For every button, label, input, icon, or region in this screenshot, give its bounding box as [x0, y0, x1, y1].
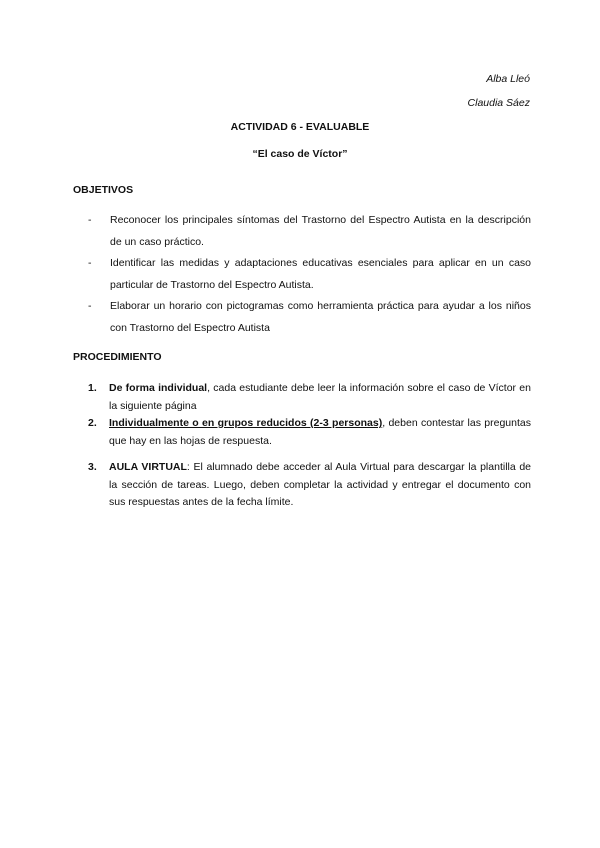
step-number: 2.: [88, 417, 97, 429]
document-title: ACTIVIDAD 6 - EVALUABLE: [230, 121, 370, 133]
document-subtitle: “El caso de Víctor”: [252, 148, 348, 160]
list-item: [88, 415, 531, 450]
bullet-dash: -: [88, 300, 92, 312]
step-bold-text: De forma individual: [109, 382, 208, 394]
list-item: [88, 296, 531, 339]
author-name: Alba Lleó: [486, 73, 530, 85]
step-bold-text: Individualmente o en grupos reducidos (2-3 personas): [109, 417, 383, 429]
bullet-dash: -: [88, 214, 92, 226]
bullet-dash: -: [88, 257, 92, 269]
objective-text: Reconocer los principales síntomas del Trastorno del Espectro Autista en la descripción de un caso práctico.: [110, 214, 531, 248]
step-text: , cada estudiante debe leer la información sobre el caso de Víctor en la siguiente página: [109, 382, 531, 412]
procedimiento-heading: PROCEDIMIENTO: [73, 351, 162, 363]
procedimiento-list: [88, 380, 531, 512]
list-item: [88, 459, 531, 512]
step-number: 1.: [88, 382, 97, 394]
objetivos-heading: OBJETIVOS: [73, 184, 134, 196]
step-text: , deben contestar las preguntas que hay en las hojas de respuesta.: [109, 417, 531, 447]
step-bold-text: AULA VIRTUAL: [109, 461, 187, 473]
step-text: : El alumnado debe acceder al Aula Virtual para descargar la plantilla de la sección de tareas. Luego, deben completar la actividad y entregar el documento con sus respuestas antes de la fecha límite.: [109, 461, 532, 508]
objective-text: Elaborar un horario con pictogramas como herramienta práctica para ayudar a los niños con Trastorno del Espectro Autista: [110, 300, 531, 334]
list-item: [88, 253, 531, 296]
step-number: 3.: [88, 461, 97, 473]
list-item: [88, 210, 531, 253]
list-item: [88, 380, 531, 415]
objective-text: Identificar las medidas y adaptaciones educativas esenciales para aplicar en un caso particular de Trastorno del Espectro Autista.: [110, 257, 531, 291]
author-name: Claudia Sáez: [467, 97, 530, 109]
objetivos-list: [88, 210, 531, 339]
